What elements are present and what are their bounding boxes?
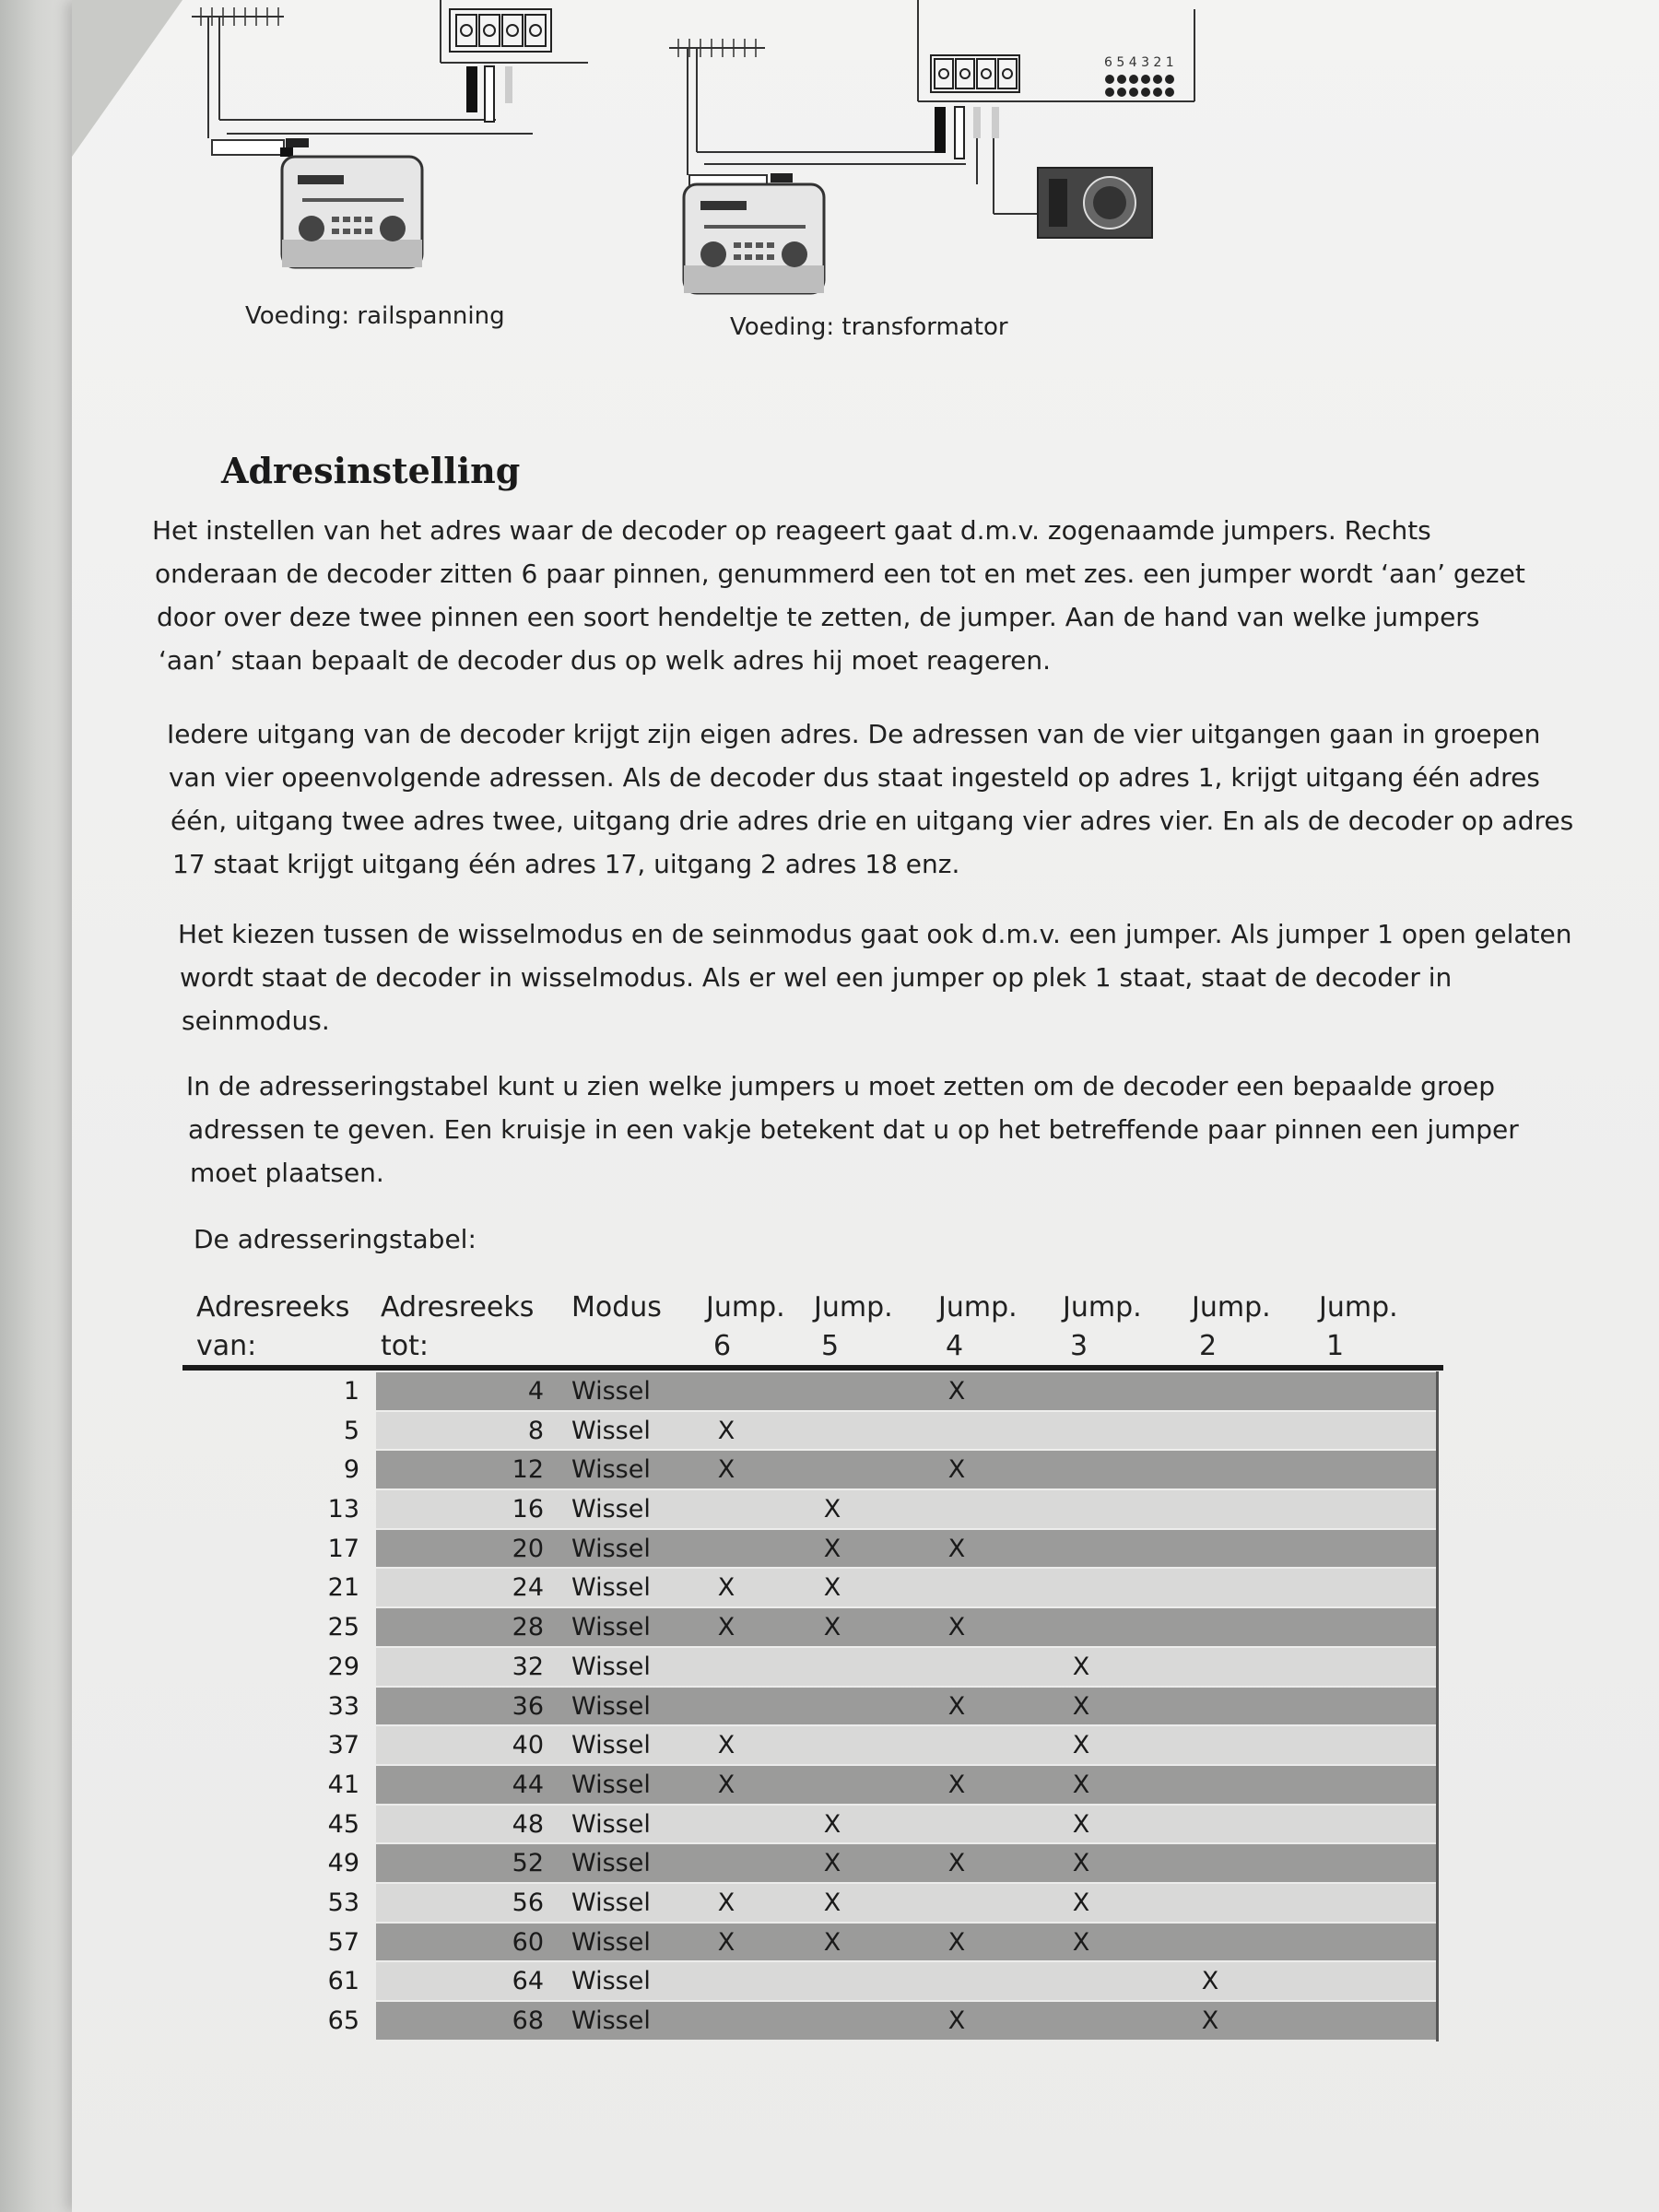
cell-j4: X xyxy=(947,1927,966,1957)
table-intro-label: De adresseringstabel: xyxy=(194,1224,477,1254)
cell-van: 45 xyxy=(327,1809,359,1839)
cell-tot: 64 xyxy=(512,1967,544,1996)
table-header-modus: Modus xyxy=(571,1291,662,1324)
cell-tot: 20 xyxy=(512,1534,544,1563)
cell-modus: Wissel xyxy=(571,1927,651,1957)
cell-van: 13 xyxy=(327,1495,359,1524)
cell-j6: X xyxy=(717,1888,735,1917)
cell-j6: X xyxy=(717,1927,735,1957)
cell-van: 41 xyxy=(327,1770,359,1799)
table-row xyxy=(184,1687,1438,1726)
cell-j4: X xyxy=(947,1613,966,1642)
table-row xyxy=(184,2001,1438,2041)
paragraph-table-explanation: In de adresseringstabel kunt u zien welke jumpers u moet zetten om de decoder een bepaalde groep adressen te geven. Een kruisje in een vakje betekent dat u op het betreffende paar pinnen een jumper moet plaatsen. xyxy=(186,1071,1519,1188)
cell-tot: 52 xyxy=(512,1849,544,1878)
cell-van: 49 xyxy=(327,1849,359,1878)
cell-j3: X xyxy=(1072,1731,1090,1760)
cell-modus: Wissel xyxy=(571,1613,651,1642)
cell-van: 9 xyxy=(343,1455,359,1485)
table-row xyxy=(184,1843,1438,1883)
cell-j6: X xyxy=(717,1613,735,1642)
table-row xyxy=(184,1883,1438,1923)
table-row xyxy=(184,1450,1438,1489)
cell-j5: X xyxy=(823,1849,841,1878)
cell-j3: X xyxy=(1072,1927,1090,1957)
cell-tot: 8 xyxy=(527,1416,544,1445)
table-row xyxy=(184,1961,1438,2001)
table-row xyxy=(184,1647,1438,1687)
cell-modus: Wissel xyxy=(571,1770,651,1799)
cell-van: 21 xyxy=(327,1573,359,1603)
cell-j3: X xyxy=(1072,1888,1090,1917)
section-heading: Adresinstelling xyxy=(221,450,521,491)
cell-j4: X xyxy=(947,1691,966,1721)
jumper-pin-numbers: 6 5 4 3 2 1 xyxy=(1104,55,1174,70)
paragraph-mode-jumper: Het kiezen tussen de wisselmodus en de seinmodus gaat ook d.m.v. een jumper. Als jumper 1 open gelaten wordt staat de decoder in wisselmodus. Als er wel een jumper op plek 1 staat, staat de decoder in seinmodus. xyxy=(178,919,1572,1036)
cell-van: 1 xyxy=(343,1377,359,1406)
cell-modus: Wissel xyxy=(571,1967,651,1996)
cell-j5: X xyxy=(823,1888,841,1917)
cell-tot: 68 xyxy=(512,2006,544,2035)
cell-modus: Wissel xyxy=(571,2006,651,2035)
cell-modus: Wissel xyxy=(571,1691,651,1721)
cell-modus: Wissel xyxy=(571,1377,651,1406)
cell-j6: X xyxy=(717,1770,735,1799)
cell-van: 33 xyxy=(327,1691,359,1721)
cell-van: 61 xyxy=(327,1967,359,1996)
cell-j3: X xyxy=(1072,1849,1090,1878)
wiring-diagram-transformator xyxy=(662,0,1196,295)
cell-tot: 4 xyxy=(527,1377,544,1406)
table-header-jump3: Jump. 3 xyxy=(1063,1291,1142,1362)
cell-tot: 16 xyxy=(512,1495,544,1524)
cell-j6: X xyxy=(717,1455,735,1485)
table-row xyxy=(184,1725,1438,1765)
table-row xyxy=(184,1529,1438,1569)
cell-modus: Wissel xyxy=(571,1809,651,1839)
table-row xyxy=(184,1765,1438,1805)
table-header-van: Adresreeks van: xyxy=(196,1291,350,1362)
table-row xyxy=(184,1489,1438,1529)
cell-van: 17 xyxy=(327,1534,359,1563)
cell-modus: Wissel xyxy=(571,1534,651,1563)
cell-modus: Wissel xyxy=(571,1416,651,1445)
cell-modus: Wissel xyxy=(571,1573,651,1603)
cell-tot: 44 xyxy=(512,1770,544,1799)
cell-tot: 28 xyxy=(512,1613,544,1642)
table-row xyxy=(184,1371,1438,1411)
cell-modus: Wissel xyxy=(571,1849,651,1878)
table-header-jump6: Jump. 6 xyxy=(706,1291,785,1362)
cell-j3: X xyxy=(1072,1652,1090,1681)
cell-tot: 12 xyxy=(512,1455,544,1485)
paragraph-outputs: Iedere uitgang van de decoder krijgt zijn eigen adres. De adressen van de vier uitgangen gaan in groepen van vier opeenvolgende adressen. Als de decoder dus staat ingesteld op adres 1, krijgt uitgang één adres één, uitgang twee adres twee, uitgang drie adres drie en uitgang vier adres vier. En als de decoder op adres 17 staat krijgt uitgang één adres 17, uitgang 2 adres 18 enz. xyxy=(167,719,1574,879)
cell-van: 57 xyxy=(327,1927,359,1957)
cell-j5: X xyxy=(823,1809,841,1839)
caption-railspanning: Voeding: railspanning xyxy=(245,302,505,330)
cell-j2: X xyxy=(1201,1967,1219,1996)
cell-j3: X xyxy=(1072,1691,1090,1721)
folded-corner xyxy=(72,0,182,157)
table-header-jump4: Jump. 4 xyxy=(938,1291,1018,1362)
cell-modus: Wissel xyxy=(571,1652,651,1681)
table-right-border xyxy=(1436,1371,1439,2041)
cell-j5: X xyxy=(823,1534,841,1563)
cell-j6: X xyxy=(717,1731,735,1760)
cell-j5: X xyxy=(823,1495,841,1524)
cell-j4: X xyxy=(947,1377,966,1406)
cell-tot: 24 xyxy=(512,1573,544,1603)
table-header-jump2: Jump. 2 xyxy=(1192,1291,1271,1362)
cell-van: 29 xyxy=(327,1652,359,1681)
table-header-tot: Adresreeks tot: xyxy=(381,1291,535,1362)
cell-modus: Wissel xyxy=(571,1455,651,1485)
cell-tot: 60 xyxy=(512,1927,544,1957)
cell-van: 5 xyxy=(343,1416,359,1445)
cell-tot: 36 xyxy=(512,1691,544,1721)
cell-modus: Wissel xyxy=(571,1888,651,1917)
cell-j5: X xyxy=(823,1613,841,1642)
cell-modus: Wissel xyxy=(571,1731,651,1760)
table-header-jump1: Jump. 1 xyxy=(1319,1291,1398,1362)
wiring-diagram-railspanning xyxy=(182,0,662,276)
cell-j4: X xyxy=(947,1455,966,1485)
cell-van: 53 xyxy=(327,1888,359,1917)
table-row xyxy=(184,1607,1438,1647)
cell-tot: 56 xyxy=(512,1888,544,1917)
cell-j2: X xyxy=(1201,2006,1219,2035)
cell-j4: X xyxy=(947,1534,966,1563)
caption-transformator: Voeding: transformator xyxy=(730,313,1008,341)
table-row xyxy=(184,1805,1438,1844)
cell-j5: X xyxy=(823,1573,841,1603)
cell-van: 65 xyxy=(327,2006,359,2035)
table-row xyxy=(184,1411,1438,1451)
cell-tot: 48 xyxy=(512,1809,544,1839)
address-table xyxy=(184,1371,1438,2041)
cell-j3: X xyxy=(1072,1809,1090,1839)
cell-modus: Wissel xyxy=(571,1495,651,1524)
table-row xyxy=(184,1568,1438,1607)
cell-van: 37 xyxy=(327,1731,359,1760)
cell-j6: X xyxy=(717,1416,735,1445)
table-header-rule xyxy=(182,1365,1443,1371)
cell-j4: X xyxy=(947,1849,966,1878)
cell-tot: 32 xyxy=(512,1652,544,1681)
cell-j4: X xyxy=(947,2006,966,2035)
paragraph-address-setting: Het instellen van het adres waar de decoder op reageert gaat d.m.v. zogenaamde jumpers. Rechts onderaan de decoder zitten 6 paar pinnen, genummerd een tot en met zes. een jumper wordt ‘aan’ gezet door over deze twee pinnen een soort hendeltje te zetten, de jumper. Aan de hand van welke jumpers ‘aan’ staan bepaalt de decoder dus op welk adres hij moet reageren. xyxy=(152,515,1525,676)
table-header-jump5: Jump. 5 xyxy=(814,1291,893,1362)
cell-j6: X xyxy=(717,1573,735,1603)
document-page xyxy=(72,0,1659,2212)
cell-tot: 40 xyxy=(512,1731,544,1760)
cell-van: 25 xyxy=(327,1613,359,1642)
table-row xyxy=(184,1923,1438,1962)
cell-j4: X xyxy=(947,1770,966,1799)
cell-j5: X xyxy=(823,1927,841,1957)
cell-j3: X xyxy=(1072,1770,1090,1799)
